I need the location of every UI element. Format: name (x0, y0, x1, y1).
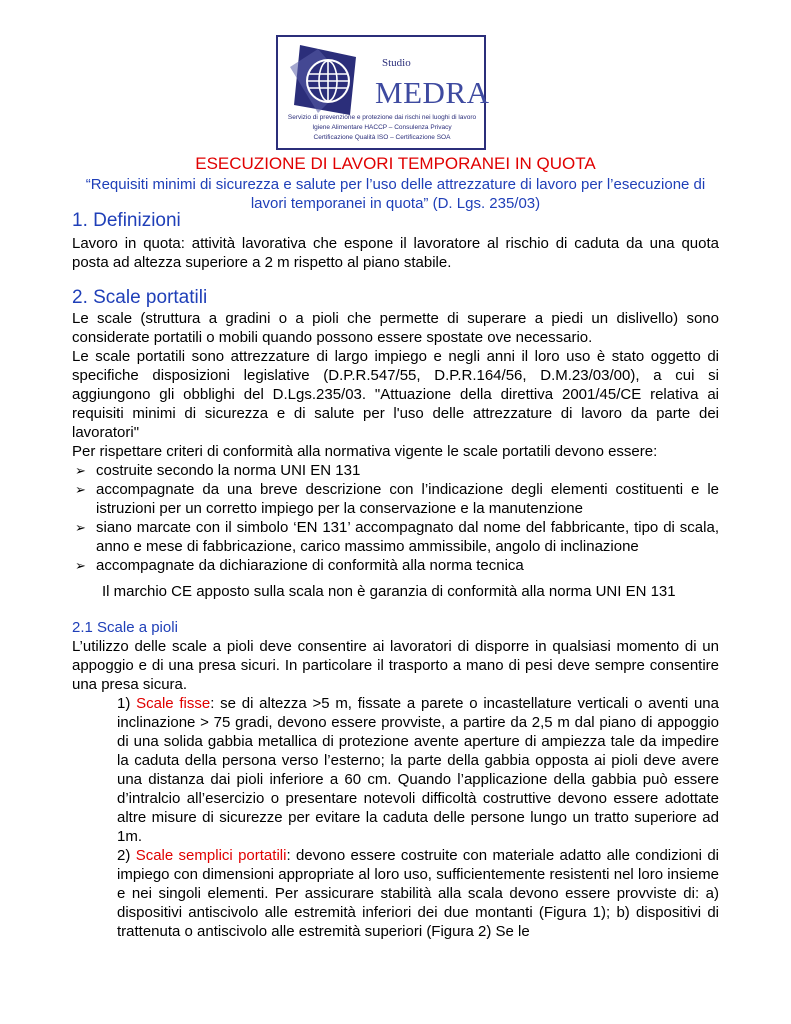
arrow-bullet-icon: ➢ (75, 520, 86, 535)
logo-tagline-2: Igiene Alimentare HACCP – Consulenza Privacy (312, 124, 452, 131)
portable-ladders-label: Scale semplici portatili (135, 847, 287, 864)
section-1-text: Lavoro in quota: attività lavorativa che espone il lavoratore al rischio di caduta da una quota posta ad altezza superiore a 2 m rispetto al piano stabile. (72, 235, 719, 271)
section-1-heading: 1. Definizioni (72, 210, 181, 231)
list-item (72, 480, 719, 518)
fixed-ladders-label: Scale fisse (136, 695, 211, 712)
logo-brand-me: ME (375, 75, 423, 110)
document-title: ESECUZIONE DI LAVORI TEMPORANEI IN QUOTA (195, 154, 596, 173)
portable-ladders-text: : devono essere costruite con materiale adatto alle condizioni di impiego con dimensioni appropriate al loro uso, sufficientemente resistenti nel loro insieme e nei singoli elementi. Per assicurare stabilità alla scala devono essere provviste di: a) dispositivi antiscivolo alle estremità inferiori dei due montanti (Figura 1); b) dispositivi di trattenuta o antiscivolo alle estremità superiori (Figura 2) Se le (117, 847, 719, 940)
list-item-text: accompagnate da una breve descrizione con l’indicazione degli elementi costituenti e le istruzioni per un corretto impiego per la conservazione e la manutenzione (96, 481, 719, 517)
list-item (72, 556, 719, 575)
section-2-heading: 2. Scale portatili (72, 287, 208, 308)
list-item (72, 518, 719, 556)
item-number: 2) (117, 847, 136, 864)
list-item-text: siano marcate con il simbolo ‘EN 131’ accompagnato dal nome del fabbricante, tipo di scala, anno e mese di fabbricazione, carico massimo ammissibile, angolo di inclinazione (96, 519, 719, 555)
section-2-paragraph-1: Le scale (struttura a gradini o a pioli che permette di superare a piedi un dislivello) sono considerate portatili o mobili quando possono essere spostate ove necessario. (72, 310, 719, 346)
ce-mark-note: Il marchio CE apposto sulla scala non è garanzia di conformità alla norma UNI EN 131 (102, 583, 676, 600)
requirements-list (72, 461, 719, 575)
section-2-1-heading: 2.1 Scale a pioli (72, 619, 178, 636)
list-item-text: costruite secondo la norma UNI EN 131 (96, 462, 361, 479)
section-2-1-intro: L’utilizzo delle scale a pioli deve consentire ai lavoratori di disporre in qualsiasi momento di un appoggio e di una presa sicuri. In particolare il trasporto a mano di pesi deve sempre consentire una presa sicura. (72, 638, 719, 693)
fixed-ladders-text: : se di altezza >5 m, fissate a parete o incastellature verticali o aventi una inclinazione > 75 gradi, devono essere provviste, a partire da 2,5 m dal piano di appoggio di una solida gabbia metallica di protezione avente aperture di ampiezza tale da impedire la caduta della persona verso l’esterno; la parte della gabbia opposta ai pioli deve avere una distanza dai pioli inferiore a 60 cm. Quando l’applicazione della gabbia può essere d’intralcio all’esercizio o presentare notevoli difficoltà costruttive devono essere adottate altre misure di sicurezze per evitare la caduta delle persone lungo un tratto superiore ad 1m. (117, 695, 719, 845)
logo-brand-dra: DRA (422, 75, 490, 110)
section-2-paragraph-2: Le scale portatili sono attrezzature di largo impiego e negli anni il loro uso è stato oggetto di specifiche disposizioni legislative (D.P.R.547/55, D.P.R.164/56, D.M.23/03/00), a cui si aggiungono gli obblighi del D.Lgs.235/03. "Attuazione della direttiva 2001/45/CE relativa ai requisiti minimi di sicurezza e di salute per l'uso delle attrezzature di lavoro da parte dei lavoratori" (72, 348, 719, 441)
portable-ladders-item (117, 846, 719, 941)
logo-tagline-3: Certificazione Qualità ISO – Certificazione SOA (313, 134, 451, 141)
list-item (72, 461, 719, 480)
arrow-bullet-icon: ➢ (75, 558, 86, 573)
logo-tagline-1: Servizio di prevenzione e protezione dai rischi nei luoghi di lavoro (287, 114, 477, 121)
arrow-bullet-icon: ➢ (75, 482, 86, 497)
company-logo (276, 35, 490, 150)
list-item-text: accompagnate da dichiarazione di conformità alla norma tecnica (96, 557, 524, 574)
logo-brand-name (375, 75, 489, 111)
logo-studio-text: Studio (382, 57, 411, 69)
item-number: 1) (117, 695, 137, 712)
globe-logo-icon (288, 43, 363, 118)
arrow-bullet-icon: ➢ (75, 463, 86, 478)
fixed-ladders-item (117, 694, 719, 846)
section-2-paragraph-3: Per rispettare criteri di conformità alla normativa vigente le scale portatili devono essere: (72, 443, 658, 460)
document-subtitle: “Requisiti minimi di sicurezza e salute per l’uso delle attrezzature di lavoro per l’esecuzione di lavori temporanei in quota” (D. Lgs. 235/03) (85, 176, 706, 212)
